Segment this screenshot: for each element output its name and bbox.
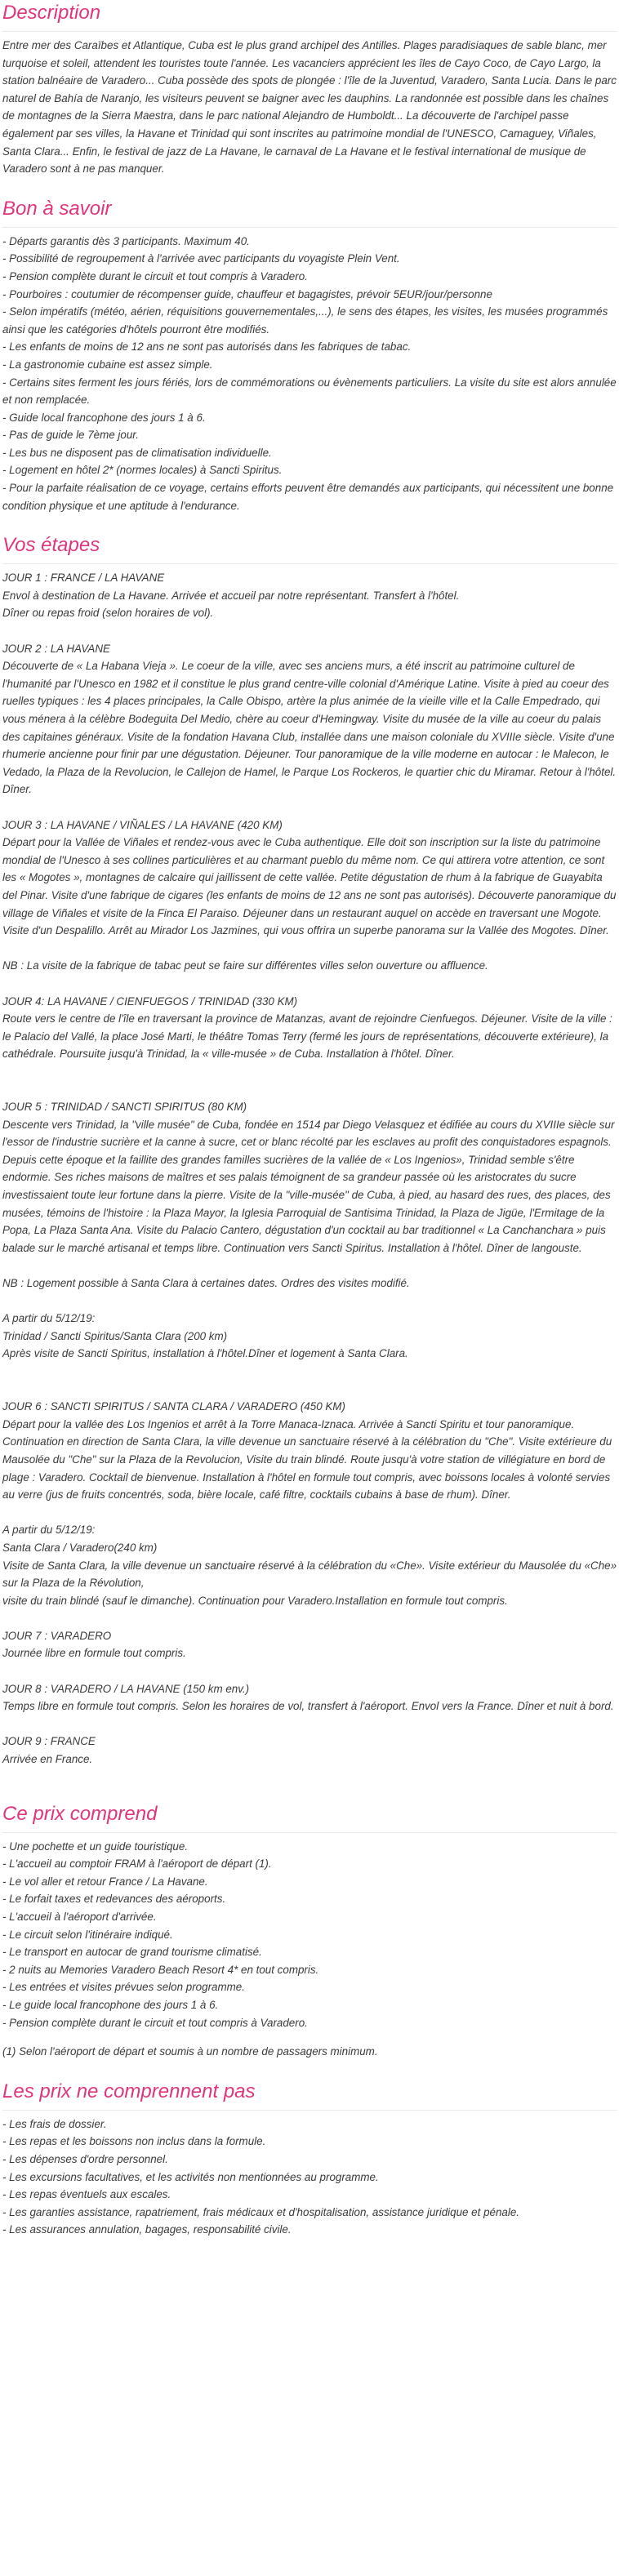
etape-spacer bbox=[2, 1504, 617, 1522]
bon-a-savoir-list bbox=[2, 233, 617, 515]
etape-spacer bbox=[2, 1257, 617, 1275]
etape-line: Départ pour la vallée des Los Ingenios et arrêt à la Torre Manaca-Iznaca. Arrivée à Sancti Spiritu et tour panoramique. Continuation en direction de Santa Clara, la ville devenue un sanctuaire réservé à la célébration du "Che". Visite extérieure du Mausolée du "Che" sur la Plaza de la Revolucion, Visite du train blindé. Route jusqu'à votre station de villégiature en bord de plage : Varadero. Cocktail de bienvenue. Installation à l'hôtel en formule tout compris, avec boissons locales à volonté servies au verre (jus de fruits concentrés, soda, bière locale, café filtre, cocktails cubains à base de rhum). Dîner. bbox=[2, 1417, 612, 1502]
etape-line: Route vers le centre de l'île en traversant la province de Matanzas, avant de rejoindre Cienfuegos. Déjeuner. Visite de la ville : le Palacio del Vallé, la place José Marti, le théâtre Tomas Terry (fermé les jours de représentations, découverte extérieure), la cathédrale. Poursuite jusqu'à Trinidad, la « ville-musée » de Cuba. Installation à l'hôtel. Dîner. bbox=[2, 1012, 612, 1061]
etape-spacer bbox=[2, 1662, 617, 1680]
etape-line: JOUR 5 : TRINIDAD / SANCTI SPIRITUS (80 KM) bbox=[2, 1101, 247, 1114]
bon-a-savoir-item: - Les bus ne disposent pas de climatisation individuelle. bbox=[2, 446, 272, 459]
etape-block bbox=[2, 1275, 617, 1292]
bon-a-savoir-item: - Guide local francophone des jours 1 à 6. bbox=[2, 411, 206, 424]
etape-spacer bbox=[2, 1292, 617, 1310]
etape-block bbox=[2, 569, 617, 622]
etape-line: Visite de Santa Clara, la ville devenue un sanctuaire réservé à la célébration du «Che». Visite extérieur du Mausolée du «Che» sur la Plaza de la Révolution, bbox=[2, 1559, 617, 1590]
etape-line: JOUR 7 : VARADERO bbox=[2, 1629, 112, 1642]
etape-block bbox=[2, 1521, 617, 1609]
prix-comprend-item: - Les entrées et visites prévues selon programme. bbox=[2, 1981, 245, 1994]
etape-spacer bbox=[2, 975, 617, 993]
etape-line: NB : La visite de la fabrique de tabac peut se faire sur différentes villes selon ouverture ou affluence. bbox=[2, 959, 488, 972]
etape-line: Découverte de « La Habana Vieja ». Le coeur de la ville, avec ses anciens murs, a été inscrit au patrimoine culturel de l'humanité par l'Unesco en 1982 et il constitue le plus grand centre-ville colonial d'Amérique Latine. Visite à pied au coeur des ruelles typiques : les 4 places principales, la Calle Obispo, artère la plus animée de la vieille ville et la Calle Empedrado, qui vous ménera à la célèbre Bodeguita Del Medio, chère au coeur d'Hemingway. Visite du musée de la ville au coeur du palais des capitaines généraux. Visite de la fondation Havana Club, installée dans une maison coloniale du XVIIIe siècle. Visite d'une rhumerie ancienne pour finir par une dégustation. Déjeuner. Tour panoramique de la ville moderne en autocar : le Malecon, le Vedado, la Plaza de la Revolucion, le Callejon de Hamel, le Parque Los Rockeros, le quartier chic du Miramar. Retour à l'hôtel. Dîner. bbox=[2, 660, 617, 796]
etape-block bbox=[2, 993, 617, 1063]
prix-comprend-item: - Le circuit selon l'itinéraire indiqué. bbox=[2, 1928, 173, 1941]
section-bon-a-savoir bbox=[2, 196, 617, 515]
etape-line: Santa Clara / Varadero(240 km) bbox=[2, 1541, 158, 1554]
prix-comprend-item: - Une pochette et un guide touristique. bbox=[2, 1840, 189, 1853]
etape-block bbox=[2, 1627, 617, 1662]
etape-line: A partir du 5/12/19: bbox=[2, 1312, 96, 1325]
section-title-bon-a-savoir: Bon à savoir bbox=[2, 196, 617, 228]
section-title-prix-ne-comprend: Les prix ne comprennent pas bbox=[2, 2079, 617, 2111]
etape-line: NB : Logement possible à Santa Clara à certaines dates. Ordres des visites modifié. bbox=[2, 1277, 410, 1289]
bon-a-savoir-item: - Pour la parfaite réalisation de ce voyage, certains efforts peuvent être demandés aux participants, qui nécessitent une bonne condition physique et une aptitude à l'endurance. bbox=[2, 482, 614, 512]
prix-ne-comprend-item: - Les garanties assistance, rapatriement, frais médicaux et d'hospitalisation, assistance juridique et pénale. bbox=[2, 2205, 520, 2218]
bon-a-savoir-item: - Pourboires : coutumier de récompenser guide, chauffeur et bagagistes, prévoir 5EUR/jour/personne bbox=[2, 287, 492, 300]
etape-line bbox=[2, 1381, 617, 1399]
etape-line: JOUR 8 : VARADERO / LA HAVANE (150 km env.) bbox=[2, 1682, 250, 1695]
etape-line: Descente vers Trinidad, la "ville musée" de Cuba, fondée en 1514 par Diego Velasquez et édifiée au cours du XVIIIe siècle sur l'essor de l'industrie sucrière et la canne à sucre, cet or blanc récolté par les esclaves au profit des conquistadores espagnols. Depuis cette époque et la faillite des grandes familles sucrières de la vallée de « Los Ingenios», Trinidad semble s'être endormie. Ses riches maisons de maîtres et ses palais témoignent de sa grandeur passée où les aristocrates du sucre investissaient toute leur fortune dans la pierre. Visite de la "ville-musée" de Cuba, à pied, au hasard des rues, des places, des musées, témoins de l'histoire : la Plaza Mayor, la Iglesia Parroquial de Santisima Trinidad, la Plaza de Jigüe, l'Ermitage de la Popa, La Plaza Santa Ana. Visite du Palacio Cantero, dégustation d'un cocktail au bar traditionnel « La Canchanchara » puis balade sur le marché artisanal et temps libre. Continuation vers Sancti Spiritus. Installation à l'hôtel. Dîner de langouste. bbox=[2, 1118, 615, 1254]
bon-a-savoir-item: - Possibilité de regroupement à l'arrivée avec participants du voyagiste Plein Vent. bbox=[2, 252, 400, 265]
etape-block bbox=[2, 640, 617, 799]
etape-block bbox=[2, 1080, 617, 1257]
bon-a-savoir-item: - Selon impératifs (météo, aérien, réquisitions gouvernementales,...), le sens des étapes, les visites, les musées programmés ainsi que les catégories d'hôtels pourront être modifiés. bbox=[2, 305, 608, 336]
prix-comprend-item: - Pension complète durant le circuit et tout compris à Varadero. bbox=[2, 2016, 308, 2029]
bon-a-savoir-item: - La gastronomie cubaine est assez simple. bbox=[2, 358, 213, 371]
prix-comprend-item: - Le vol aller et retour France / La Havane. bbox=[2, 1875, 208, 1888]
bon-a-savoir-item: - Pas de guide le 7ème jour. bbox=[2, 429, 139, 442]
prix-comprend-item: - Le transport en autocar de grand tourisme climatisé. bbox=[2, 1946, 262, 1959]
prix-ne-comprend-item: - Les frais de dossier. bbox=[2, 2117, 107, 2130]
section-description bbox=[2, 0, 617, 178]
etape-line: Départ pour la Vallée de Viñales et rendez-vous avec le Cuba authentique. Elle doit son inscription sur la liste du patrimoine mondial de l'Unesco à ses collines particulières et au charmant pueblo du même nom. Ce qui attirera votre attention, ce sont les « Mogotes », montagnes de calcaire qui jaillissent de cette vallée. Petite dégustation de rhum à la fabrique de Guayabita del Pinar. Visite d'une fabrique de cigares (les enfants de moins de 12 ans ne sont pas autorisés). Découverte panoramique du village de Viñales et visite de la Finca El Paraiso. Déjeuner dans un restaurant auquel on accède en traversant une Mogote. Visite d'un Despalillo. Arrêt au Mirador Los Jazmines, qui vous offrira un superbe panorama sur la Vallée des Mogotes. Dîner. bbox=[2, 836, 617, 937]
etape-spacer bbox=[2, 940, 617, 958]
etape-spacer bbox=[2, 799, 617, 816]
etape-line: Journée libre en formule tout compris. bbox=[2, 1647, 186, 1660]
prix-ne-comprend-item: - Les repas éventuels aux escales. bbox=[2, 2188, 171, 2201]
bon-a-savoir-item: - Logement en hôtel 2* (normes locales) à Sancti Spiritus. bbox=[2, 464, 283, 477]
etape-line: Trinidad / Sancti Spiritus/Santa Clara (200 km) bbox=[2, 1329, 228, 1342]
etape-line: Dîner ou repas froid (selon horaires de vol). bbox=[2, 607, 214, 620]
prix-ne-comprend-item: - Les repas et les boissons non inclus dans la formule. bbox=[2, 2135, 266, 2148]
etape-line: Après visite de Sancti Spiritus, installation à l'hôtel.Dîner et logement à Santa Clara. bbox=[2, 1347, 408, 1360]
etape-block bbox=[2, 1381, 617, 1504]
prix-ne-comprend-item: - Les dépenses d'ordre personnel. bbox=[2, 2152, 168, 2165]
etape-line: JOUR 2 : LA HAVANE bbox=[2, 642, 110, 655]
prix-comprend-item: - L'accueil à l'aéroport d'arrivée. bbox=[2, 1911, 157, 1923]
prix-comprend-item: - L'accueil au comptoir FRAM à l'aéroport de départ (1). bbox=[2, 1857, 272, 1871]
etape-spacer bbox=[2, 1715, 617, 1733]
etape-spacer bbox=[2, 1063, 617, 1081]
section-title-description: Description bbox=[2, 0, 617, 32]
bon-a-savoir-item: - Certains sites ferment les jours fériés, lors de commémorations ou évènements particuliers. La visite du site est alors annulée et non remplacée. bbox=[2, 376, 617, 407]
section-prix-comprend bbox=[2, 1801, 617, 2061]
etape-spacer bbox=[2, 622, 617, 640]
prix-comprend-item: - Le forfait taxes et redevances des aéroports. bbox=[2, 1893, 226, 1906]
section-title-vos-etapes: Vos étapes bbox=[2, 532, 617, 564]
prix-comprend-item: - 2 nuits au Memories Varadero Beach Resort 4* en tout compris. bbox=[2, 1963, 319, 1976]
etape-line: JOUR 3 : LA HAVANE / VIÑALES / LA HAVANE (420 KM) bbox=[2, 818, 283, 831]
etapes-list bbox=[2, 569, 617, 1768]
etape-line: JOUR 1 : FRANCE / LA HAVANE bbox=[2, 572, 165, 585]
etape-line: JOUR 9 : FRANCE bbox=[2, 1735, 96, 1748]
section-title-prix-comprend: Ce prix comprend bbox=[2, 1801, 617, 1833]
etape-line: Arrivée en France. bbox=[2, 1753, 93, 1766]
etape-line: A partir du 5/12/19: bbox=[2, 1524, 96, 1537]
etape-line: Temps libre en formule tout compris. Selon les horaires de vol, transfert à l'aéroport. Envol vers la France. Dîner et nuit à bord. bbox=[2, 1700, 614, 1713]
etape-line bbox=[2, 1080, 617, 1098]
etape-block bbox=[2, 1733, 617, 1768]
section-prix-ne-comprend bbox=[2, 2079, 617, 2239]
etape-line: Envol à destination de La Havane. Arrivée et accueil par notre représentant. Transfert à l'hôtel. bbox=[2, 589, 460, 602]
section-vos-etapes bbox=[2, 532, 617, 1768]
etape-spacer bbox=[2, 1363, 617, 1381]
etape-block bbox=[2, 1310, 617, 1363]
bon-a-savoir-item: - Départs garantis dès 3 participants. Maximum 40. bbox=[2, 234, 250, 247]
prix-ne-comprend-item: - Les excursions facultatives, et les activités non mentionnées au programme. bbox=[2, 2170, 379, 2183]
prix-comprend-item: - Le guide local francophone des jours 1 à 6. bbox=[2, 1998, 219, 2011]
prix-ne-comprend-item: - Les assurances annulation, bagages, responsabilité civile. bbox=[2, 2223, 292, 2236]
description-text: Entre mer des Caraïbes et Atlantique, Cuba est le plus grand archipel des Antilles. Plages paradisiaques de sable blanc, mer turquoise et soleil, attendent les touristes toute l'année. Les vacanciers apprécient les îles de Cayo Coco, de Cayo Largo, la station balnéaire de Varadero... Cuba possède des spots de plongée : l'île de la Juventud, Varadero, Santa Lucia. Dans le parc naturel de Bahía de Naranjo, les visiteurs peuvent se baigner avec les dauphins. La randonnée est possible dans les chaînes de montagnes de la Sierra Maestra, dans le parc national Alejandro de Humboldt... La découverte de l'archipel passe également par ses villes, la Havane et Trinidad qui sont inscrites au patrimoine mondial de l'UNESCO, Camaguey, Viñales, Santa Clara... Enfin, le festival de jazz de La Havane, le carnaval de La Havane et le festival international de musique de Varadero sont à ne pas manquer. bbox=[2, 39, 617, 176]
etape-block bbox=[2, 816, 617, 940]
etape-line: JOUR 6 : SANCTI SPIRITUS / SANTA CLARA / VARADERO (450 KM) bbox=[2, 1400, 345, 1413]
prix-comprend-list bbox=[2, 1838, 617, 2032]
etape-block bbox=[2, 1680, 617, 1715]
bon-a-savoir-item: - Les enfants de moins de 12 ans ne sont pas autorisés dans les fabriques de tabac. bbox=[2, 340, 412, 354]
etape-line: JOUR 4: LA HAVANE / CIENFUEGOS / TRINIDAD (330 KM) bbox=[2, 994, 298, 1008]
etape-block bbox=[2, 957, 617, 975]
etape-spacer bbox=[2, 1609, 617, 1627]
bon-a-savoir-item: - Pension complète durant le circuit et tout compris à Varadero. bbox=[2, 269, 308, 283]
etape-line: visite du train blindé (sauf le dimanche). Continuation pour Varadero.Installation en formule tout compris. bbox=[2, 1594, 508, 1607]
prix-comprend-note: (1) Selon l'aéroport de départ et soumis à un nombre de passagers minimum. bbox=[2, 2045, 378, 2058]
prix-ne-comprend-list bbox=[2, 2116, 617, 2239]
